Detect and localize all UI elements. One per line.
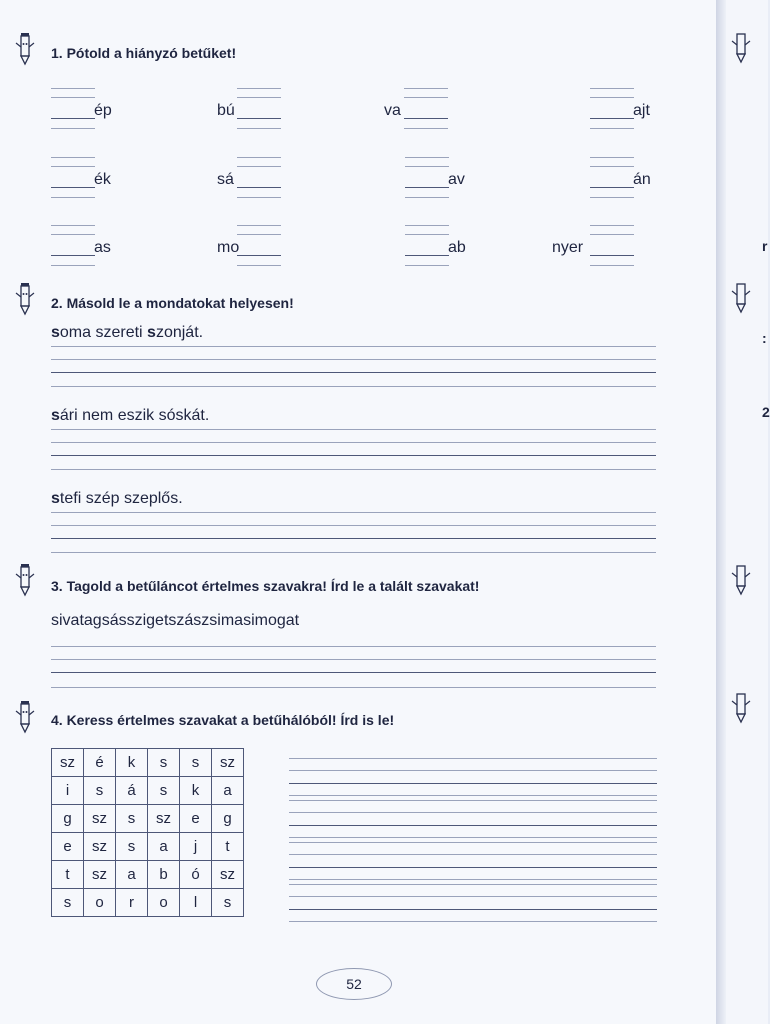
writing-line (51, 672, 656, 673)
pencil-mascot-icon (730, 30, 752, 64)
grid-cell: r (116, 889, 148, 917)
exercise-4-title: 4. Keress értelmes szavakat a betűhálóból! Írd is le! (51, 712, 395, 728)
writing-guide-line (404, 97, 448, 98)
grid-cell: s (148, 749, 180, 777)
writing-guide-line (590, 166, 634, 167)
writing-line (289, 909, 657, 910)
writing-line (51, 442, 656, 443)
writing-line (51, 538, 656, 539)
writing-guide-line (237, 157, 281, 158)
grid-row (52, 833, 244, 861)
writing-guide-line (237, 255, 281, 256)
grid-cell: o (148, 889, 180, 917)
writing-line (51, 512, 656, 513)
grid-cell: g (52, 805, 84, 833)
blank-word-r2-c4: án (633, 171, 651, 188)
grid-cell: t (52, 861, 84, 889)
blank-word-r1-c2: bú (217, 102, 235, 119)
writing-guide-line (404, 88, 448, 89)
grid-cell: é (84, 749, 116, 777)
writing-guide-line (405, 265, 449, 266)
blank-word-r3-c1: as (94, 239, 111, 256)
grid-row (52, 861, 244, 889)
writing-guide-line (590, 187, 634, 188)
grid-cell: sz (52, 749, 84, 777)
grid-cell: ó (180, 861, 212, 889)
writing-line (51, 469, 656, 470)
pencil-mascot-icon (14, 282, 36, 316)
writing-guide-line (237, 166, 281, 167)
writing-line (289, 879, 657, 880)
writing-line (289, 837, 657, 838)
sentence-1-initial-2: s (147, 324, 156, 341)
sentence-1-initial: s (51, 324, 60, 341)
sentence-3 (51, 490, 183, 508)
grid-cell: sz (212, 749, 244, 777)
grid-row (52, 749, 244, 777)
writing-guide-line (51, 197, 95, 198)
edge-mark-3: 2 (762, 404, 770, 420)
grid-cell: t (212, 833, 244, 861)
writing-line (51, 659, 656, 660)
grid-cell: a (212, 777, 244, 805)
writing-line (51, 646, 656, 647)
pencil-mascot-icon (730, 280, 752, 314)
writing-guide-line (405, 197, 449, 198)
edge-mark-1: r (762, 238, 768, 254)
writing-guide-line (405, 225, 449, 226)
writing-guide-line (237, 265, 281, 266)
writing-guide-line (590, 265, 634, 266)
grid-cell: k (116, 749, 148, 777)
sentence-2-text: ári nem eszik sóskát. (59, 407, 210, 424)
grid-cell: s (212, 889, 244, 917)
sentence-2-initial: s (51, 407, 60, 424)
grid-cell: sz (84, 805, 116, 833)
pencil-mascot-icon (14, 563, 36, 597)
writing-line (289, 842, 657, 843)
blank-word-r1-c1: ép (94, 102, 112, 119)
writing-guide-line (404, 118, 448, 119)
writing-guide-line (51, 234, 95, 235)
edge-mark-2: : (762, 330, 767, 346)
grid-row (52, 889, 244, 917)
writing-line (289, 896, 657, 897)
exercise-3-title: 3. Tagold a betűláncot értelmes szavakra! Írd le a talált szavakat! (51, 578, 480, 594)
exercise-1-title: 1. Pótold a hiányzó betűket! (51, 45, 237, 61)
writing-guide-line (51, 157, 95, 158)
pencil-mascot-icon (730, 690, 752, 724)
writing-line (51, 525, 656, 526)
writing-guide-line (590, 197, 634, 198)
writing-guide-line (51, 97, 95, 98)
writing-line (289, 783, 657, 784)
grid-cell: k (180, 777, 212, 805)
writing-guide-line (237, 97, 281, 98)
writing-line (289, 770, 657, 771)
sentence-2 (51, 407, 209, 425)
writing-guide-line (405, 157, 449, 158)
writing-guide-line (590, 157, 634, 158)
pencil-mascot-icon (14, 32, 36, 66)
grid-cell: o (84, 889, 116, 917)
writing-guide-line (405, 234, 449, 235)
writing-line (289, 825, 657, 826)
grid-cell: g (212, 805, 244, 833)
writing-line (51, 552, 656, 553)
writing-guide-line (237, 128, 281, 129)
pencil-mascot-icon (730, 562, 752, 596)
writing-line (289, 800, 657, 801)
writing-line (51, 429, 656, 430)
writing-guide-line (404, 128, 448, 129)
sentence-3-initial: s (51, 490, 60, 507)
book-spine (716, 0, 726, 1024)
writing-guide-line (237, 197, 281, 198)
writing-guide-line (51, 265, 95, 266)
sentence-3-text: tefi szép szeplős. (59, 490, 183, 507)
writing-guide-line (51, 255, 95, 256)
grid-cell: s (148, 777, 180, 805)
grid-cell: j (180, 833, 212, 861)
grid-cell: b (148, 861, 180, 889)
writing-line (51, 359, 656, 360)
writing-guide-line (237, 234, 281, 235)
grid-cell: s (116, 805, 148, 833)
writing-guide-line (51, 118, 95, 119)
grid-cell: s (116, 833, 148, 861)
blank-word-r2-c3: av (448, 171, 465, 188)
writing-line (289, 795, 657, 796)
letter-grid (51, 748, 244, 917)
blank-word-r2-c2: sá (217, 171, 234, 188)
writing-guide-line (590, 128, 634, 129)
grid-cell: sz (148, 805, 180, 833)
writing-guide-line (51, 88, 95, 89)
writing-line (51, 386, 656, 387)
writing-guide-line (405, 255, 449, 256)
writing-guide-line (51, 166, 95, 167)
grid-row (52, 805, 244, 833)
writing-guide-line (237, 88, 281, 89)
writing-guide-line (590, 225, 634, 226)
grid-cell: l (180, 889, 212, 917)
grid-cell: s (84, 777, 116, 805)
grid-row (52, 777, 244, 805)
writing-line (51, 687, 656, 688)
writing-guide-line (590, 255, 634, 256)
grid-cell: e (180, 805, 212, 833)
writing-guide-line (51, 225, 95, 226)
writing-guide-line (405, 166, 449, 167)
writing-line (51, 372, 656, 373)
grid-cell: s (52, 889, 84, 917)
sentence-1 (51, 324, 203, 342)
writing-guide-line (405, 187, 449, 188)
writing-guide-line (590, 97, 634, 98)
blank-word-r3-c2: mo (217, 239, 240, 256)
writing-guide-line (51, 187, 95, 188)
writing-guide-line (237, 187, 281, 188)
writing-line (51, 346, 656, 347)
adjacent-page-edge (726, 0, 768, 1024)
grid-cell: sz (84, 833, 116, 861)
grid-cell: i (52, 777, 84, 805)
writing-guide-line (590, 88, 634, 89)
grid-cell: a (116, 861, 148, 889)
blank-word-r3-c4: nyer (552, 239, 584, 256)
sentence-1-text-2: zonját. (155, 324, 204, 341)
grid-cell: e (52, 833, 84, 861)
writing-line (289, 812, 657, 813)
blank-word-r3-c3: ab (448, 239, 466, 256)
writing-guide-line (51, 128, 95, 129)
grid-cell: sz (84, 861, 116, 889)
grid-cell: sz (212, 861, 244, 889)
writing-guide-line (237, 118, 281, 119)
grid-cell: a (148, 833, 180, 861)
grid-cell: s (180, 749, 212, 777)
sentence-1-text: oma szereti (59, 324, 148, 341)
blank-word-r1-c3: va (384, 102, 401, 119)
writing-guide-line (590, 118, 634, 119)
writing-guide-line (237, 225, 281, 226)
blank-word-r1-c4: ajt (633, 102, 650, 119)
writing-line (289, 884, 657, 885)
letter-chain: sivatagsásszigetszászsimasimogat (51, 612, 300, 629)
exercise-2-title: 2. Másold le a mondatokat helyesen! (51, 295, 294, 311)
blank-word-r2-c1: ék (94, 171, 111, 188)
grid-cell: á (116, 777, 148, 805)
writing-line (289, 921, 657, 922)
writing-line (289, 867, 657, 868)
pencil-mascot-icon (14, 700, 36, 734)
writing-line (289, 758, 657, 759)
writing-line (289, 854, 657, 855)
page-number: 52 (316, 968, 392, 1000)
writing-guide-line (590, 234, 634, 235)
writing-line (51, 455, 656, 456)
